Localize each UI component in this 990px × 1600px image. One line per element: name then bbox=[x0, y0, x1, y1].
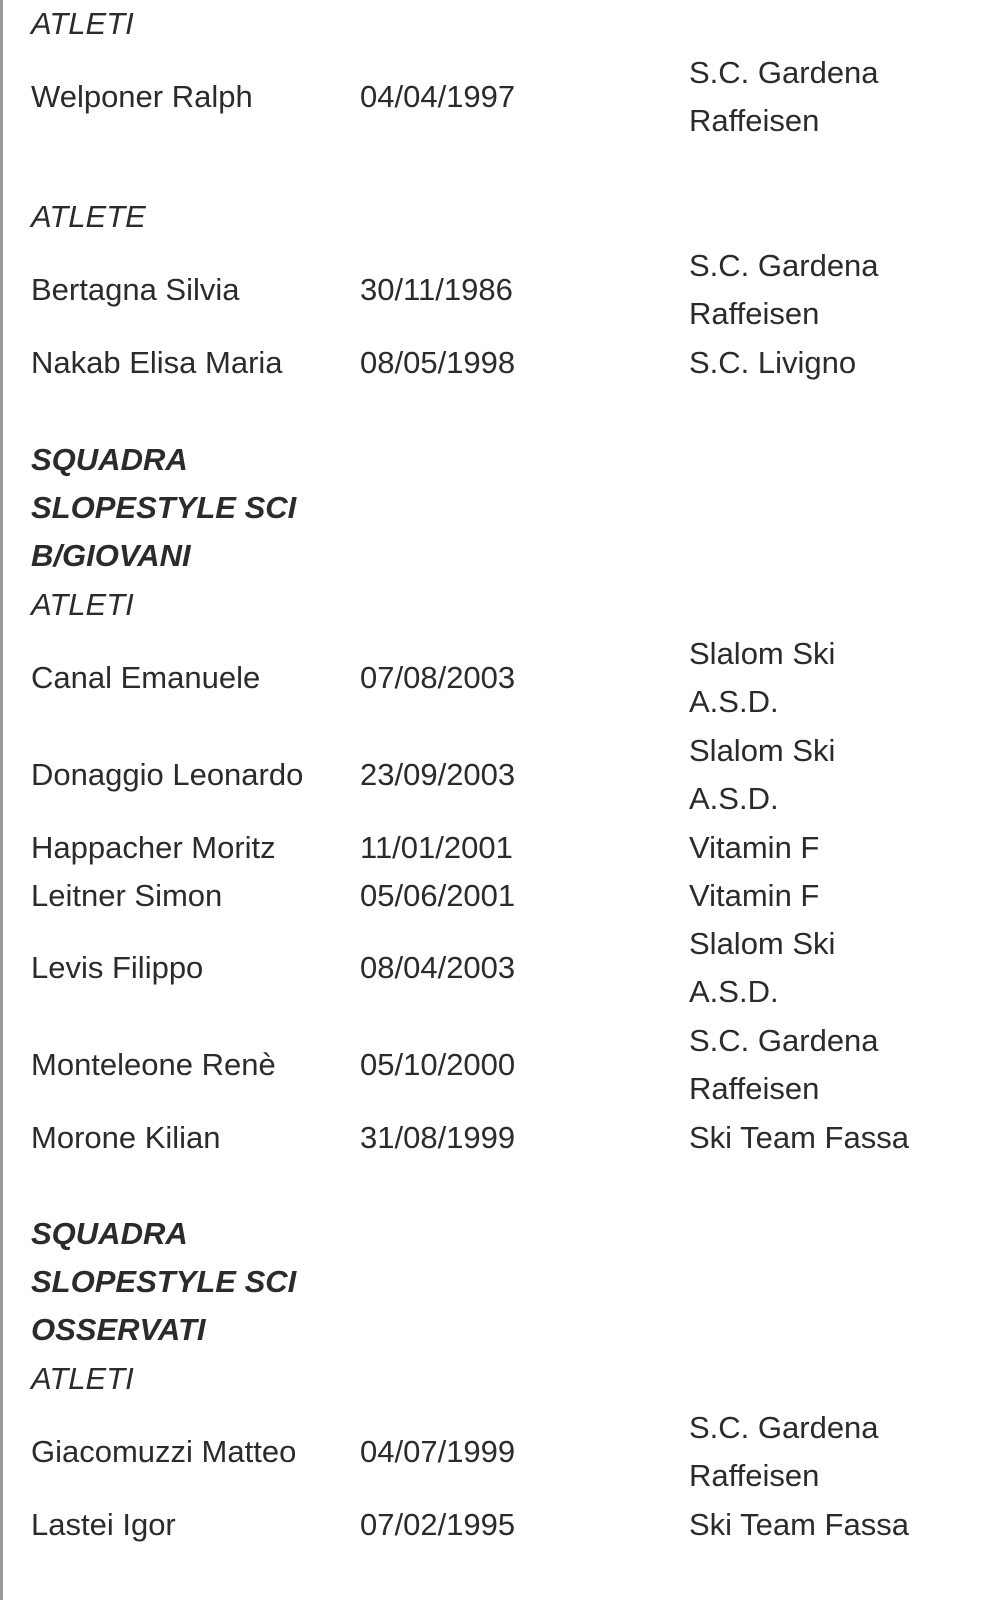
athlete-name: Welponer Ralph bbox=[31, 79, 253, 114]
team-title-line: SLOPESTYLE SCI bbox=[31, 1264, 297, 1299]
athlete-club bbox=[689, 49, 971, 145]
athlete-club bbox=[689, 339, 971, 387]
athlete-club-line: Slalom Ski bbox=[689, 926, 836, 961]
athlete-club-line: Raffeisen bbox=[689, 1071, 820, 1106]
left-border-line bbox=[0, 0, 3, 1600]
athlete-row bbox=[31, 824, 971, 872]
athlete-club-line: Raffeisen bbox=[689, 1458, 820, 1493]
athlete-name: Bertagna Silvia bbox=[31, 272, 240, 307]
athlete-birth-date: 05/06/2001 bbox=[360, 878, 516, 913]
team-title-line: B/GIOVANI bbox=[31, 538, 191, 573]
athlete-birth-date: 05/10/2000 bbox=[360, 1047, 516, 1082]
athlete-row bbox=[31, 339, 971, 387]
athlete-name: Morone Kilian bbox=[31, 1120, 221, 1155]
athlete-club bbox=[689, 1017, 971, 1113]
athlete-club-line: S.C. Livigno bbox=[689, 345, 857, 380]
athlete-club-line: Slalom Ski bbox=[689, 636, 836, 671]
athlete-row bbox=[31, 1114, 971, 1162]
athlete-birth-date: 04/07/1999 bbox=[360, 1434, 516, 1469]
category-heading: ATLETI bbox=[31, 1361, 134, 1396]
athlete-club bbox=[689, 920, 971, 1016]
athlete-club-line: S.C. Gardena bbox=[689, 1023, 879, 1058]
athlete-name: Donaggio Leonardo bbox=[31, 757, 304, 792]
athlete-club-line: S.C. Gardena bbox=[689, 1410, 879, 1445]
athlete-row bbox=[31, 920, 971, 1016]
athlete-club-line: Ski Team Fassa bbox=[689, 1120, 909, 1155]
category-heading: ATLETI bbox=[31, 6, 134, 41]
athlete-row bbox=[31, 1501, 971, 1549]
athlete-name: Happacher Moritz bbox=[31, 830, 276, 865]
athlete-name: Canal Emanuele bbox=[31, 660, 261, 695]
athlete-name: Lastei Igor bbox=[31, 1507, 176, 1542]
athlete-club-line: Vitamin F bbox=[689, 830, 820, 865]
athlete-club-line: Ski Team Fassa bbox=[689, 1507, 909, 1542]
category-heading: ATLETI bbox=[31, 587, 134, 622]
athlete-row bbox=[31, 630, 971, 726]
athlete-club bbox=[689, 1501, 971, 1549]
athlete-row bbox=[31, 727, 971, 823]
athlete-club bbox=[689, 242, 971, 338]
athlete-birth-date: 30/11/1986 bbox=[360, 272, 513, 307]
athlete-birth-date: 23/09/2003 bbox=[360, 757, 516, 792]
athlete-club-line: Raffeisen bbox=[689, 296, 820, 331]
team-title-line: SLOPESTYLE SCI bbox=[31, 490, 297, 525]
athlete-name: Monteleone Renè bbox=[31, 1047, 276, 1082]
athlete-club bbox=[689, 727, 971, 823]
athlete-row bbox=[31, 49, 971, 145]
athlete-birth-date: 08/05/1998 bbox=[360, 345, 516, 380]
athlete-club bbox=[689, 872, 971, 920]
athlete-birth-date: 31/08/1999 bbox=[360, 1120, 516, 1155]
athlete-row bbox=[31, 242, 971, 338]
team-title-line: OSSERVATI bbox=[31, 1312, 206, 1347]
athlete-club bbox=[689, 630, 971, 726]
athlete-birth-date: 04/04/1997 bbox=[360, 79, 516, 114]
team-title-line: SQUADRA bbox=[31, 442, 188, 477]
athlete-club-line: Vitamin F bbox=[689, 878, 820, 913]
athlete-club-line: S.C. Gardena bbox=[689, 55, 879, 90]
athlete-club bbox=[689, 1114, 971, 1162]
athlete-club-line: Slalom Ski bbox=[689, 733, 836, 768]
athlete-name: Levis Filippo bbox=[31, 950, 204, 985]
athlete-birth-date: 08/04/2003 bbox=[360, 950, 516, 985]
athlete-club-line: S.C. Gardena bbox=[689, 248, 879, 283]
athlete-birth-date: 11/01/2001 bbox=[360, 830, 513, 865]
athlete-name: Nakab Elisa Maria bbox=[31, 345, 283, 380]
athlete-row bbox=[31, 1017, 971, 1113]
athlete-club bbox=[689, 824, 971, 872]
athlete-birth-date: 07/08/2003 bbox=[360, 660, 516, 695]
athlete-row bbox=[31, 872, 971, 920]
athlete-name: Giacomuzzi Matteo bbox=[31, 1434, 297, 1469]
athlete-club-line: A.S.D. bbox=[689, 974, 779, 1009]
athlete-club-line: A.S.D. bbox=[689, 684, 779, 719]
athlete-club bbox=[689, 1404, 971, 1500]
team-title-line: SQUADRA bbox=[31, 1216, 188, 1251]
athlete-birth-date: 07/02/1995 bbox=[360, 1507, 516, 1542]
athlete-club-line: A.S.D. bbox=[689, 781, 779, 816]
category-heading: ATLETE bbox=[31, 199, 146, 234]
athlete-row bbox=[31, 1404, 971, 1500]
athlete-name: Leitner Simon bbox=[31, 878, 223, 913]
athlete-club-line: Raffeisen bbox=[689, 103, 820, 138]
